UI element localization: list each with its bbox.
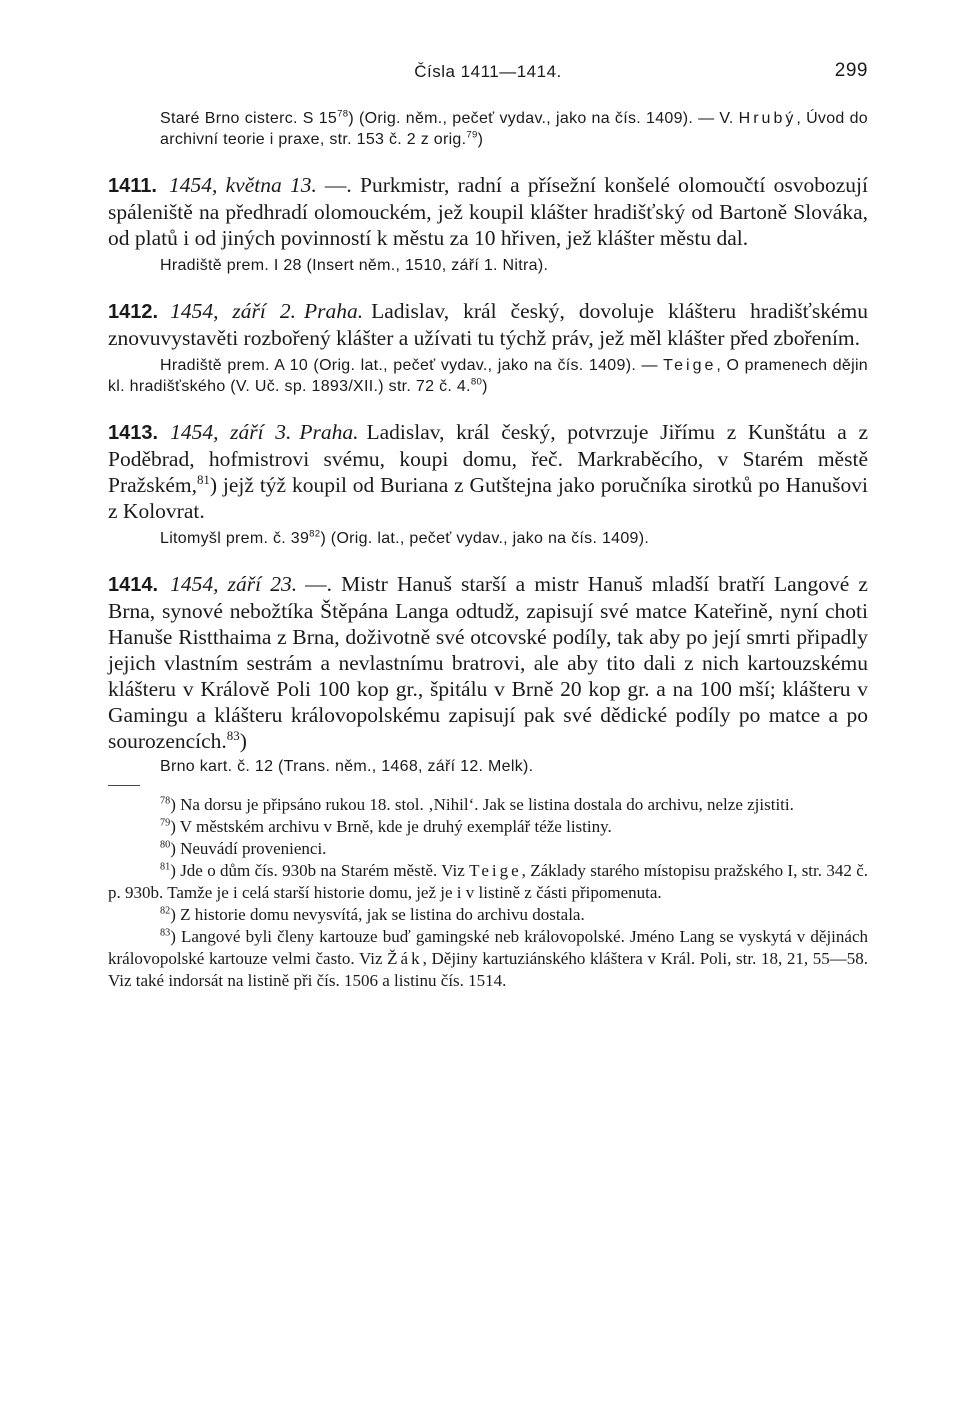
footnote bbox=[108, 904, 868, 926]
entry-text-b: ) jejž týž koupil od Buriana z Gutštejna jako poručníka sirotků po Hanušovi z Kolovrat. bbox=[108, 473, 868, 523]
entry-1412 bbox=[108, 298, 868, 397]
entry-text: —. Purkmistr, radní a přísežní konšelé olomoučtí osvobozují spáleniště na předhradí olomouckém, jež koupil klášter hradišťský od Bartoně Slováka, od platů i od jiných povinností k městu za 10 hřiven, jež klášter městu dal. bbox=[108, 173, 868, 250]
footnote-mark: 83 bbox=[160, 927, 171, 939]
entry-date: 1454, září 23. bbox=[170, 572, 298, 596]
footnote-ref: 80 bbox=[470, 376, 483, 388]
entry-date: 1454, května 13. bbox=[168, 173, 317, 197]
intro-note-text-a: Staré Brno cisterc. S 15 bbox=[160, 110, 338, 127]
entry-number: 1412. bbox=[108, 301, 159, 323]
page-number: 299 bbox=[834, 60, 868, 81]
footnote-text: ) V městském archivu v Brně, kde je druhý exemplář téže listiny. bbox=[170, 817, 612, 836]
author-name: Teige bbox=[663, 357, 717, 374]
footnote-text: ) Na dorsu je připsáno rukou 18. stol. ‚Nihil‘. Jak se listina dostala do archivu, nelze zjistiti. bbox=[170, 795, 794, 814]
author-name: Žák bbox=[387, 949, 423, 968]
intro-note-text-b: ) (Orig. něm., pečeť vydav., jako na čís. 1409). — V. bbox=[348, 110, 739, 127]
entry-number: 1411. bbox=[108, 175, 157, 197]
entry-text: Ladislav, král český, dovoluje klášteru hradišťskému znovuvystavěti rozbořený klášter a užívati tu týchž práv, jež měl klášter před zbořením. bbox=[108, 299, 868, 350]
footnote-ref: 79 bbox=[466, 129, 478, 141]
footnote bbox=[108, 794, 868, 816]
entry-text-a: —. Mistr Hanuš starší a mistr Hanuš mladší bratří Langové z Brna, synové nebožtíka Štěpána Langa odtudž, zapisují své matce Kateřině, nyní choti Hanuše Ristthaima z Brna, doživotně své otcovské podíly, tak aby po její smrti připadly jejich vlastním sestrám a nevlastnímu bratrovi, ale aby tito dali z nich kartouzskému klášteru v Králově Poli 100 kop gr., špitálu v Brně 20 kop gr. a na 100 mší; klášteru v Gamingu a klášteru královopolskému zapisují pak své dědické podíly po matce a po sourozencích. bbox=[108, 572, 868, 753]
footnote-mark: 78 bbox=[160, 795, 171, 807]
footnote-mark: 79 bbox=[160, 817, 171, 829]
entry-source: Brno kart. č. 12 (Trans. něm., 1468, září 12. Melk). bbox=[160, 758, 534, 775]
entry-date: 1454, září 3. bbox=[170, 420, 292, 444]
entry-body bbox=[108, 298, 868, 351]
entry-source bbox=[108, 528, 868, 549]
footnote-ref: 81 bbox=[196, 472, 210, 487]
entry-text-b: ) bbox=[239, 729, 247, 753]
footnote-ref: 78 bbox=[337, 108, 349, 120]
entry-1414 bbox=[108, 571, 868, 777]
footnote-text: ) Neuvádí provenienci. bbox=[170, 839, 327, 858]
running-head bbox=[108, 58, 868, 88]
entry-place: Praha. bbox=[299, 420, 359, 444]
source-text-a: Hradiště prem. A 10 (Orig. lat., pečeť vydav., jako na čís. 1409). — bbox=[160, 357, 664, 374]
footnote-text: ) Z historie domu nevysvítá, jak se listina do archivu dostala. bbox=[170, 905, 585, 924]
document-page bbox=[108, 58, 868, 992]
source-text-b: ) (Orig. lat., pečeť vydav., jako na čís. 1409). bbox=[320, 530, 650, 547]
entry-body bbox=[108, 419, 868, 524]
intro-note-text-c: , Úvod do archivní teorie i praxe, str. 153 č. 2 z orig. bbox=[160, 110, 868, 148]
footnote-text-b: , Dějiny kartuziánského kláštera v Král. Poli, str. 18, 21, 55—58. Viz také indorsát na listině při čís. 1506 a listinu čís. 1514. bbox=[108, 949, 868, 990]
footnote-text-b: , Základy starého místopisu pražského I, str. 342 č. p. 930b. Tamže je i celá starší historie domu, jež je i v listině z části připomenuta. bbox=[108, 861, 868, 902]
entry-place: Praha. bbox=[304, 299, 364, 323]
page-title: Čísla 1411—1414. bbox=[414, 62, 562, 81]
footnote-ref: 82 bbox=[309, 528, 321, 540]
entry-text-a: Ladislav, král český, potvrzuje Jiřímu z Kunštátu a z Poděbrad, hofmistrovi svému, koupi domu, řeč. Markraběcího, v Starém městě Pražském, bbox=[108, 420, 868, 497]
footnote bbox=[108, 860, 868, 904]
author-name: Teige bbox=[469, 861, 522, 880]
author-name: Hrubý bbox=[738, 110, 797, 127]
footnote-text-a: ) Jde o dům čís. 930b na Starém městě. Viz bbox=[170, 861, 470, 880]
entry-body bbox=[108, 571, 868, 754]
footnote-ref: 83 bbox=[226, 728, 240, 743]
footnote-mark: 80 bbox=[160, 839, 171, 851]
intro-note-text-d: ) bbox=[477, 131, 484, 148]
footnote-mark: 82 bbox=[160, 905, 171, 917]
entry-source: Hradiště prem. I 28 (Insert něm., 1510, září 1. Nitra). bbox=[160, 257, 549, 274]
entry-number: 1414. bbox=[108, 574, 159, 596]
source-text-b: , O pramenech dějin kl. hradišťského (V. Uč. sp. 1893/XII.) str. 72 č. 4. bbox=[108, 357, 868, 395]
entry-source bbox=[108, 355, 868, 397]
source-text-end: ) bbox=[482, 378, 488, 395]
intro-note bbox=[108, 108, 868, 150]
footnote bbox=[108, 816, 868, 838]
entry-1411 bbox=[108, 172, 868, 276]
entry-number: 1413. bbox=[108, 422, 159, 444]
footnote bbox=[108, 926, 868, 992]
entry-1413 bbox=[108, 419, 868, 549]
entry-date: 1454, září 2. bbox=[170, 299, 296, 323]
footnote-divider bbox=[108, 785, 140, 786]
entry-body bbox=[108, 172, 868, 251]
footnote bbox=[108, 838, 868, 860]
footnotes bbox=[108, 794, 868, 992]
footnote-mark: 81 bbox=[160, 861, 171, 873]
footnote-text-a: ) Langové byli členy kartouze buď gamingské neb královopolské. Jméno Lang se vyskytá v dějinách královopolské kartouze velmi často. Viz bbox=[108, 927, 868, 968]
source-text-a: Litomyšl prem. č. 39 bbox=[160, 530, 310, 547]
